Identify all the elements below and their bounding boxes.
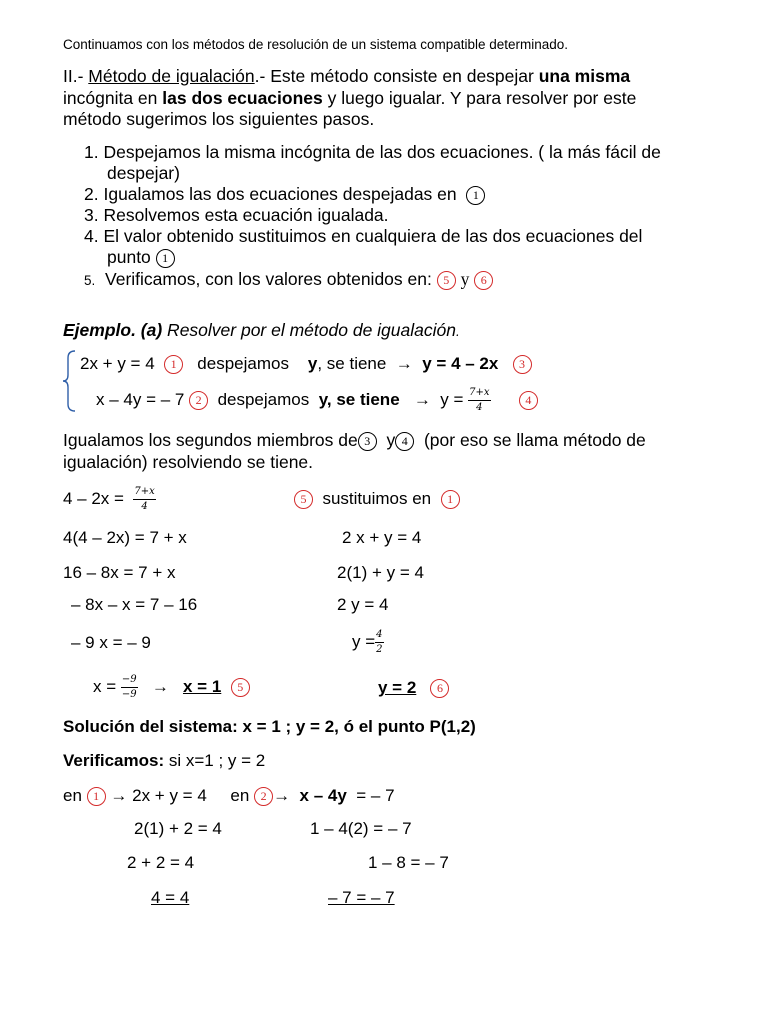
right-row-4: 2 y = 4: [337, 595, 389, 614]
left-row-3: 16 – 8x = 7 + x: [63, 563, 176, 582]
fraction: [121, 675, 138, 700]
circled-number-icon: 5: [294, 490, 313, 509]
left-row-4: – 8x – x = 7 – 16: [71, 595, 198, 614]
step-5: [84, 269, 493, 290]
section-bold-1: una misma: [538, 66, 631, 86]
verify-left-1: 2(1) + 2 = 4: [134, 819, 222, 838]
left-row-2: 4(4 – 2x) = 7 + x: [63, 528, 187, 547]
left-expression: x =: [93, 676, 117, 696]
verify-label: Verificamos:: [63, 751, 165, 770]
despejamos-text: despejamos: [197, 354, 289, 373]
se-tiene-text: , se tiene: [326, 389, 400, 409]
right-row-6: [378, 678, 449, 698]
en-text: en: [63, 786, 82, 805]
result: y = 4 – 2x: [422, 354, 499, 373]
left-expression: 4 – 2x =: [63, 488, 124, 508]
system-brace-icon: [62, 349, 78, 413]
verify-right-3: – 7 = – 7: [328, 888, 395, 907]
step-number: 4.: [84, 226, 99, 246]
igualamos-line-1: [63, 430, 646, 451]
arrow-icon: →: [395, 354, 413, 373]
step-text: Igualamos las dos ecuaciones despejadas en: [103, 184, 457, 204]
system-eq-1: [80, 354, 532, 374]
despejamos-text: despejamos: [217, 389, 310, 409]
circled-number-icon: 2: [254, 787, 273, 806]
step-number: 2.: [84, 184, 99, 204]
circled-number-icon: 6: [474, 271, 493, 290]
step-3: [84, 205, 389, 226]
intro-line: Continuamos con los métodos de resolución de un sistema compatible determinado.: [63, 37, 569, 52]
fraction: [375, 630, 383, 655]
fraction-numerator: 7+x: [133, 487, 155, 500]
fraction: [468, 388, 490, 413]
step-text: Resolvemos esta ecuación igualada.: [103, 205, 389, 225]
circled-number-icon: 6: [430, 679, 449, 698]
right-row-1: [294, 489, 460, 509]
arrow-icon: →: [151, 676, 169, 696]
right-expression: y =: [352, 631, 376, 651]
step-1: [84, 142, 661, 163]
circled-number-icon: 1: [441, 490, 460, 509]
circled-number-icon: 4: [395, 432, 414, 451]
step-number: 5.: [84, 273, 96, 288]
arrow-icon: →: [413, 389, 431, 409]
circled-number-icon: 3: [513, 355, 532, 374]
system-eq-2: [96, 388, 538, 413]
solution-line: Solución del sistema: x = 1 ; y = 2, ó el punto P(1,2): [63, 717, 476, 736]
circled-number-icon: 1: [156, 249, 175, 268]
igualamos-y: y: [386, 430, 396, 450]
circled-number-icon: 1: [87, 787, 106, 806]
left-row-1: [63, 487, 156, 512]
circled-number-icon: 5: [437, 271, 456, 290]
verify-right-2: 1 – 8 = – 7: [368, 853, 449, 872]
igualamos-line-2: igualación) resolviendo se tiene.: [63, 452, 314, 472]
fraction-numerator: 7+x: [468, 388, 490, 401]
right-row-2: 2 x + y = 4: [342, 528, 422, 547]
verify-left-2: 2 + 2 = 4: [127, 853, 195, 872]
section-line-1: [63, 66, 630, 87]
example-heading: [63, 320, 460, 341]
right-row-5: [352, 630, 384, 655]
step-cont-text: punto: [107, 247, 151, 267]
en-text: en: [230, 786, 250, 805]
step-2: [84, 184, 485, 205]
example-dot: .: [455, 324, 460, 339]
fraction-denominator: 4: [141, 501, 148, 512]
section-line2-b: y luego igualar. Y para resolver por este: [322, 88, 637, 108]
circled-number-icon: 1: [164, 355, 183, 374]
section-line2-a: incógnita en: [63, 88, 163, 108]
y-result: y = 2: [378, 678, 417, 697]
fraction-denominator: 4: [476, 402, 483, 413]
circled-number-icon: 1: [466, 186, 485, 205]
sustituimos-text: sustituimos en: [322, 489, 432, 508]
fraction-numerator: 4: [375, 630, 383, 643]
circled-number-icon: 5: [231, 678, 250, 697]
step-y: y: [460, 269, 470, 289]
circled-number-icon: 2: [189, 391, 208, 410]
arrow-icon: →: [273, 786, 291, 805]
fraction-denominator: 2: [376, 644, 383, 655]
step-4: [84, 226, 642, 247]
x-result: x = 1: [182, 676, 222, 696]
left-row-5: – 9 x = – 9: [71, 633, 151, 652]
fraction: [133, 487, 155, 512]
section-line-3: método sugerimos los siguientes pasos.: [63, 109, 375, 129]
verify-equations: [63, 786, 395, 806]
section-prefix: II.-: [63, 66, 89, 86]
verify-eq-2: x – 4y: [299, 786, 347, 805]
left-row-6: [93, 675, 250, 700]
step-text: El valor obtenido sustituimos en cualquiera de las dos ecuaciones del: [103, 226, 643, 246]
section-bold-2: las dos ecuaciones: [162, 88, 323, 108]
section-title: Método de igualación: [88, 66, 255, 86]
verify-left-3: 4 = 4: [151, 888, 190, 907]
variable: y: [318, 389, 327, 409]
section-line-2: [63, 88, 636, 109]
example-text: Resolver por el método de igualación: [162, 320, 456, 340]
right-row-3: 2(1) + y = 4: [337, 563, 424, 582]
verify-right-1: 1 – 4(2) = – 7: [310, 819, 412, 838]
igualamos-text-a: Igualamos los segundos miembros de: [63, 430, 358, 450]
variable: y: [307, 354, 318, 373]
circled-number-icon: 4: [519, 391, 538, 410]
step-number: 3.: [84, 205, 99, 225]
igualamos-text-b: (por eso se llama método de: [423, 430, 646, 450]
example-label: Ejemplo. (a): [63, 320, 163, 340]
fraction-numerator: −9: [121, 675, 138, 688]
verify-eq-2-rhs: = – 7: [356, 786, 395, 805]
verify-eq-1: → 2x + y = 4: [110, 786, 207, 805]
step-text: Verificamos, con los valores obtenidos en:: [105, 269, 432, 289]
fraction-denominator: −9: [121, 689, 137, 700]
step-number: 1.: [84, 142, 99, 162]
step-1-cont: despejar): [107, 163, 180, 183]
equation: x – 4y = – 7: [96, 389, 185, 409]
verify-text: si x=1 ; y = 2: [164, 751, 266, 770]
verify-line: [63, 751, 265, 771]
circled-number-icon: 3: [358, 432, 377, 451]
section-suffix: .- Este método consiste en despejar: [254, 66, 539, 86]
step-4-cont: [107, 247, 175, 268]
equation: 2x + y = 4: [80, 354, 155, 373]
step-text: Despejamos la misma incógnita de las dos ecuaciones. ( la más fácil de: [103, 142, 661, 162]
result: y =: [440, 389, 464, 409]
se-tiene-text: , se tiene: [317, 354, 387, 373]
